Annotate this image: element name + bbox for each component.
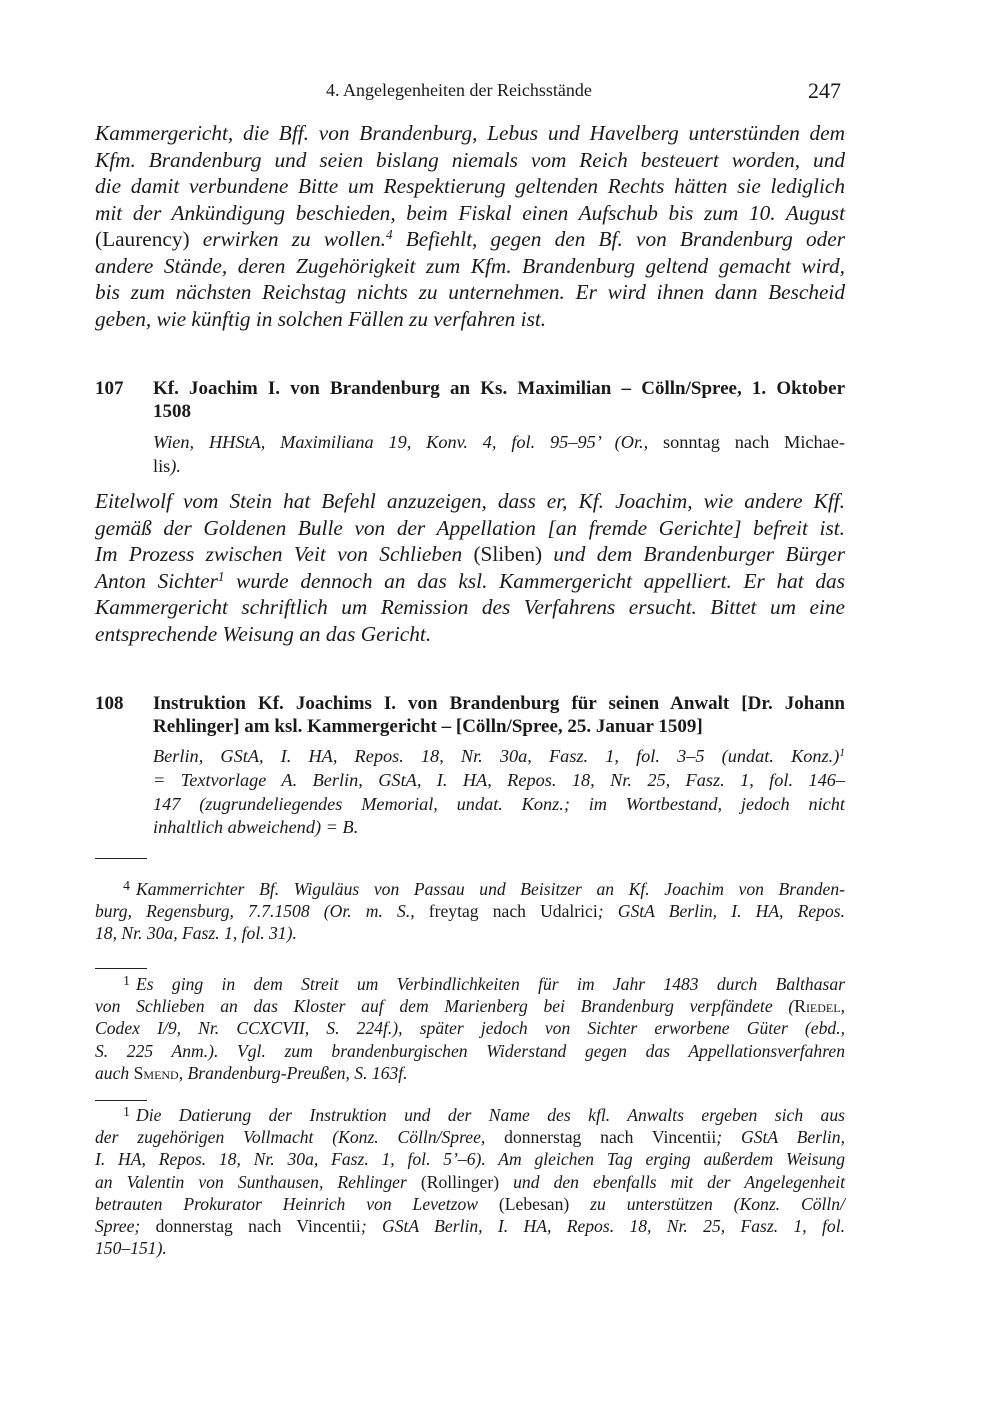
text-line [95, 621, 845, 648]
text-segment: inhaltlich abweichend) = B. [153, 817, 359, 838]
text-segment: Es ging in dem Streit um Verbindlichkeiten für im Jahr 1483 durch Balthasar [136, 973, 845, 994]
text-line [95, 253, 845, 280]
text-line [153, 745, 845, 769]
text-line [95, 922, 845, 944]
text-segment: betrauten Prokurator Heinrich von Levetzow [95, 1193, 499, 1214]
text-segment: geben, wie künftig in solchen Fällen zu verfahren ist. [95, 306, 547, 331]
text-line [95, 306, 845, 333]
text-line [95, 279, 845, 306]
text-line [95, 971, 845, 995]
text-segment: und dem Brandenburger Bürger [553, 542, 845, 566]
entry-title-line: Instruktion Kf. Joachims I. von Brandenburg für seinen Anwalt [Dr. Johann [153, 693, 845, 714]
text-segment: an Valentin von Sunthausen, Rehlinger [95, 1171, 421, 1192]
text-segment: Kammergericht schriftlich um Remission des Verfahrens ersucht. Bittet um eine [95, 595, 845, 619]
footnote-4 [95, 876, 845, 945]
text-segment: der zugehörigen Vollmacht (Konz. Cölln/Spree, [95, 1127, 505, 1148]
text-segment: donnerstag nach Vincentii [504, 1127, 717, 1148]
text-line [153, 769, 845, 793]
text-line [95, 995, 845, 1017]
text-line [95, 1040, 845, 1062]
text-segment: Wien, HHStA, Maximiliana 19, Konv. 4, fol. 95–95’ (Or., [153, 432, 664, 452]
text-line [95, 200, 845, 227]
text-segment: Riedel [794, 996, 841, 1017]
text-segment: entsprechende Weisung an das Gericht. [95, 621, 432, 646]
entry-title-line: Kf. Joachim I. von Brandenburg an Ks. Maximilian – Cölln/Spree, 1. Oktober [153, 378, 845, 399]
text-segment: ; GStA Berlin, [716, 1127, 845, 1148]
text-segment: 147 (zugrundeliegendes Memorial, undat. Konz.; im Wortbestand, jedoch nicht [153, 793, 845, 814]
text-segment: und den ebenfalls mit der Angelegenheit [513, 1171, 845, 1192]
entry-108-heading [95, 692, 845, 738]
text-segment: Kammerrichter Bf. Wiguläus von Passau und Beisitzer an Kf. Joachim von Branden- [136, 878, 845, 899]
text-line [153, 455, 845, 479]
text-segment: S. 225 Anm.). Vgl. zum brandenburgischen Widerstand gegen das Appellationsverfahren [95, 1040, 845, 1061]
text-segment: Codex I/9, Nr. CCXCVII, S. 224f.), später jedoch von Sichter erworbene Güter (ebd., [95, 1018, 845, 1039]
text-line [95, 226, 845, 253]
text-segment: bis zum nächsten Reichstag nichts zu unternehmen. Er wird ihnen dann Bescheid [95, 280, 845, 304]
text-line [95, 1017, 845, 1039]
text-line [95, 1062, 845, 1084]
footnote-rule [95, 1100, 147, 1101]
entry-number: 108 [95, 693, 124, 714]
text-line [95, 1171, 845, 1193]
text-segment: (Laurency) [95, 227, 203, 251]
text-segment: andere Stände, deren Zugehörigkeit zum Kfm. Brandenburg geltend gemacht wird, [95, 253, 845, 278]
intro-paragraph [95, 120, 845, 332]
entry-107-summary [95, 488, 845, 647]
text-line [95, 1148, 845, 1170]
text-segment: , Brandenburg-Preußen, S. 163f. [178, 1062, 408, 1083]
text-segment: Kammergericht, die Bff. von Brandenburg, Lebus und Havelberg unterstünden dem [95, 121, 845, 145]
text-segment: 150–151). [95, 1238, 167, 1259]
text-segment: erwirken zu wollen. [202, 227, 386, 251]
text-segment: mit der Ankündigung beschieden, beim Fiskal einen Aufschub bis zum 10. August [95, 200, 845, 225]
text-segment: auch [95, 1062, 134, 1083]
text-line [153, 793, 845, 817]
entry-title-line: Rehlinger] am ksl. Kammergericht – [Cölln/Spree, 25. Januar 1509] [153, 716, 703, 737]
text-segment: (Sliben) [473, 542, 554, 566]
text-segment: ; GStA Berlin, I. HA, Repos. 18, Nr. 25, Fasz. 1, fol. [360, 1215, 845, 1236]
text-line [95, 1215, 845, 1237]
text-segment: freytag nach Udalrici [428, 901, 598, 922]
text-line [95, 1126, 845, 1148]
text-segment: von Schlieben an das Kloster auf dem Marienberg bei Brandenburg verpfändete ( [95, 996, 795, 1017]
text-segment: wurde dennoch an das ksl. Kammergericht appelliert. Er hat das [224, 568, 845, 593]
entry-108-source [153, 745, 845, 840]
text-line [95, 173, 845, 200]
entry-title-line: 1508 [153, 401, 191, 422]
text-line [95, 1193, 845, 1215]
entry-number: 107 [95, 378, 124, 399]
text-line [95, 488, 845, 515]
text-segment: lis [153, 455, 171, 476]
text-segment: (Rollinger) [420, 1171, 514, 1192]
text-segment: Spree; [95, 1215, 156, 1236]
text-segment: gemäß der Goldenen Bulle von der Appellation [an fremde Gerichte] befreit ist. [95, 515, 845, 540]
text-segment: die damit verbundene Bitte um Respektierung geltenden Rechts hätten sie lediglich [95, 174, 845, 198]
text-segment: donnerstag nach Vincentii [155, 1215, 361, 1236]
page-number: 247 [808, 78, 841, 103]
footnote-marker: 1 [123, 974, 130, 989]
text-line [95, 900, 845, 922]
text-segment: Die Datierung der Instruktion und der Name des kfl. Anwalts ergeben sich aus [136, 1104, 845, 1125]
text-segment: Kfm. Brandenburg und seien bislang niemals vom Reich besteuert worden, und [95, 147, 845, 172]
text-segment: Eitelwolf vom Stein hat Befehl anzuzeigen, dass er, Kf. Joachim, wie andere Kff. [95, 489, 845, 513]
footnote-reference: 1 [217, 568, 225, 584]
text-line [153, 431, 845, 455]
footnote-1-entry-108 [95, 1102, 845, 1259]
text-segment: Befiehlt, gegen den Bf. von Brandenburg oder [392, 227, 845, 251]
text-line [153, 816, 845, 840]
text-line [95, 147, 845, 174]
text-segment: = Textvorlage A. Berlin, GStA, I. HA, Repos. 18, Nr. 25, Fasz. 1, fol. 146– [153, 769, 845, 790]
text-segment: Im Prozess zwischen Veit von Schlieben [95, 542, 474, 566]
text-segment: burg, Regensburg, 7.7.1508 (Or. m. S., [95, 901, 429, 922]
footnote-reference: 1 [839, 746, 845, 759]
text-line [95, 876, 845, 900]
entry-107-heading [95, 377, 845, 423]
text-line [95, 541, 845, 568]
footnote-rule [95, 858, 147, 859]
text-segment: Berlin, GStA, I. HA, Repos. 18, Nr. 30a, Fasz. 1, fol. 3–5 (undat. Konz.) [153, 746, 840, 766]
text-segment: I. HA, Repos. 18, Nr. 30a, Fasz. 1, fol. 5’–6). Am gleichen Tag erging außerdem Weisung [95, 1149, 845, 1170]
text-segment: , [840, 996, 845, 1017]
text-segment: Smend [133, 1062, 179, 1083]
text-line [95, 120, 845, 147]
text-segment: Anton Sichter [95, 568, 218, 593]
text-segment: sonntag nach Michae- [663, 432, 845, 452]
text-line [95, 515, 845, 542]
text-line [95, 1102, 845, 1126]
text-line [95, 1237, 845, 1259]
text-segment: zu unterstützen (Konz. Cölln/ [590, 1193, 845, 1214]
footnote-reference: 4 [385, 226, 393, 242]
text-line [95, 594, 845, 621]
running-head: 4. Angelegenheiten der Reichsstände [326, 80, 592, 100]
footnote-1-entry-107 [95, 971, 845, 1084]
footnote-rule [95, 968, 147, 969]
text-segment: ). [170, 455, 181, 476]
text-segment: (Lebesan) [498, 1193, 591, 1214]
text-segment: ; GStA Berlin, I. HA, Repos. [597, 901, 845, 922]
text-line [95, 568, 845, 595]
footnote-marker: 1 [123, 1105, 130, 1120]
footnote-marker: 4 [123, 879, 130, 894]
text-segment: 18, Nr. 30a, Fasz. 1, fol. 31). [95, 923, 297, 944]
entry-107-source [153, 431, 845, 479]
